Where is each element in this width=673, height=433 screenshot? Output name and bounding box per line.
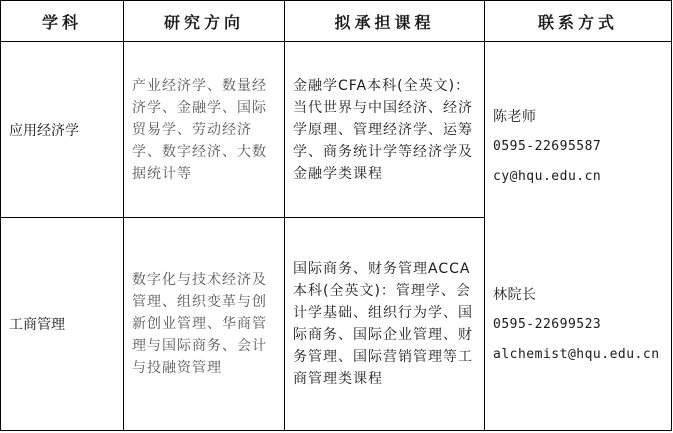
research-cell: 产业经济学、数量经济学、金融学、国际贸易学、劳动经济学、数字经济、大数据统计等 (124, 42, 285, 218)
contact-name: 林院长 (493, 287, 537, 303)
subject-cell: 工商管理 (1, 218, 124, 431)
contact-name: 陈老师 (493, 109, 537, 125)
contact-email[interactable]: alchemist@hqu.edu.cn (493, 347, 660, 362)
header-subject: 学科 (1, 1, 124, 42)
courses-cell: 国际商务、财务管理ACCA本科(全英文)：管理学、会计学基础、组织行为学、国际商务、国际企业管理、财务管理、国际营销管理等工商管理类课程 (285, 218, 485, 431)
contact-email[interactable]: cy@hqu.edu.cn (493, 169, 602, 184)
research-cell: 数字化与技术经济及管理、组织变革与创新创业管理、华商管理与国际商务、会计与投融资管理 (124, 218, 285, 431)
contact-block (493, 102, 601, 192)
header-courses: 拟承担课程 (285, 1, 485, 42)
table-row (1, 42, 672, 218)
header-contact: 联系方式 (485, 1, 672, 42)
contact-phone: 0595-22699523 (493, 317, 602, 332)
subject-cell: 应用经济学 (1, 42, 124, 218)
header-research: 研究方向 (124, 1, 285, 42)
contact-block (493, 280, 660, 370)
contact-phone: 0595-22695587 (493, 139, 602, 154)
courses-cell: 金融学CFA本科(全英文)：当代世界与中国经济、经济学原理、管理经济学、运筹学、商务统计学等经济学及金融学类课程 (285, 42, 485, 218)
table-header-row (1, 1, 672, 42)
contact-cell (485, 42, 672, 431)
